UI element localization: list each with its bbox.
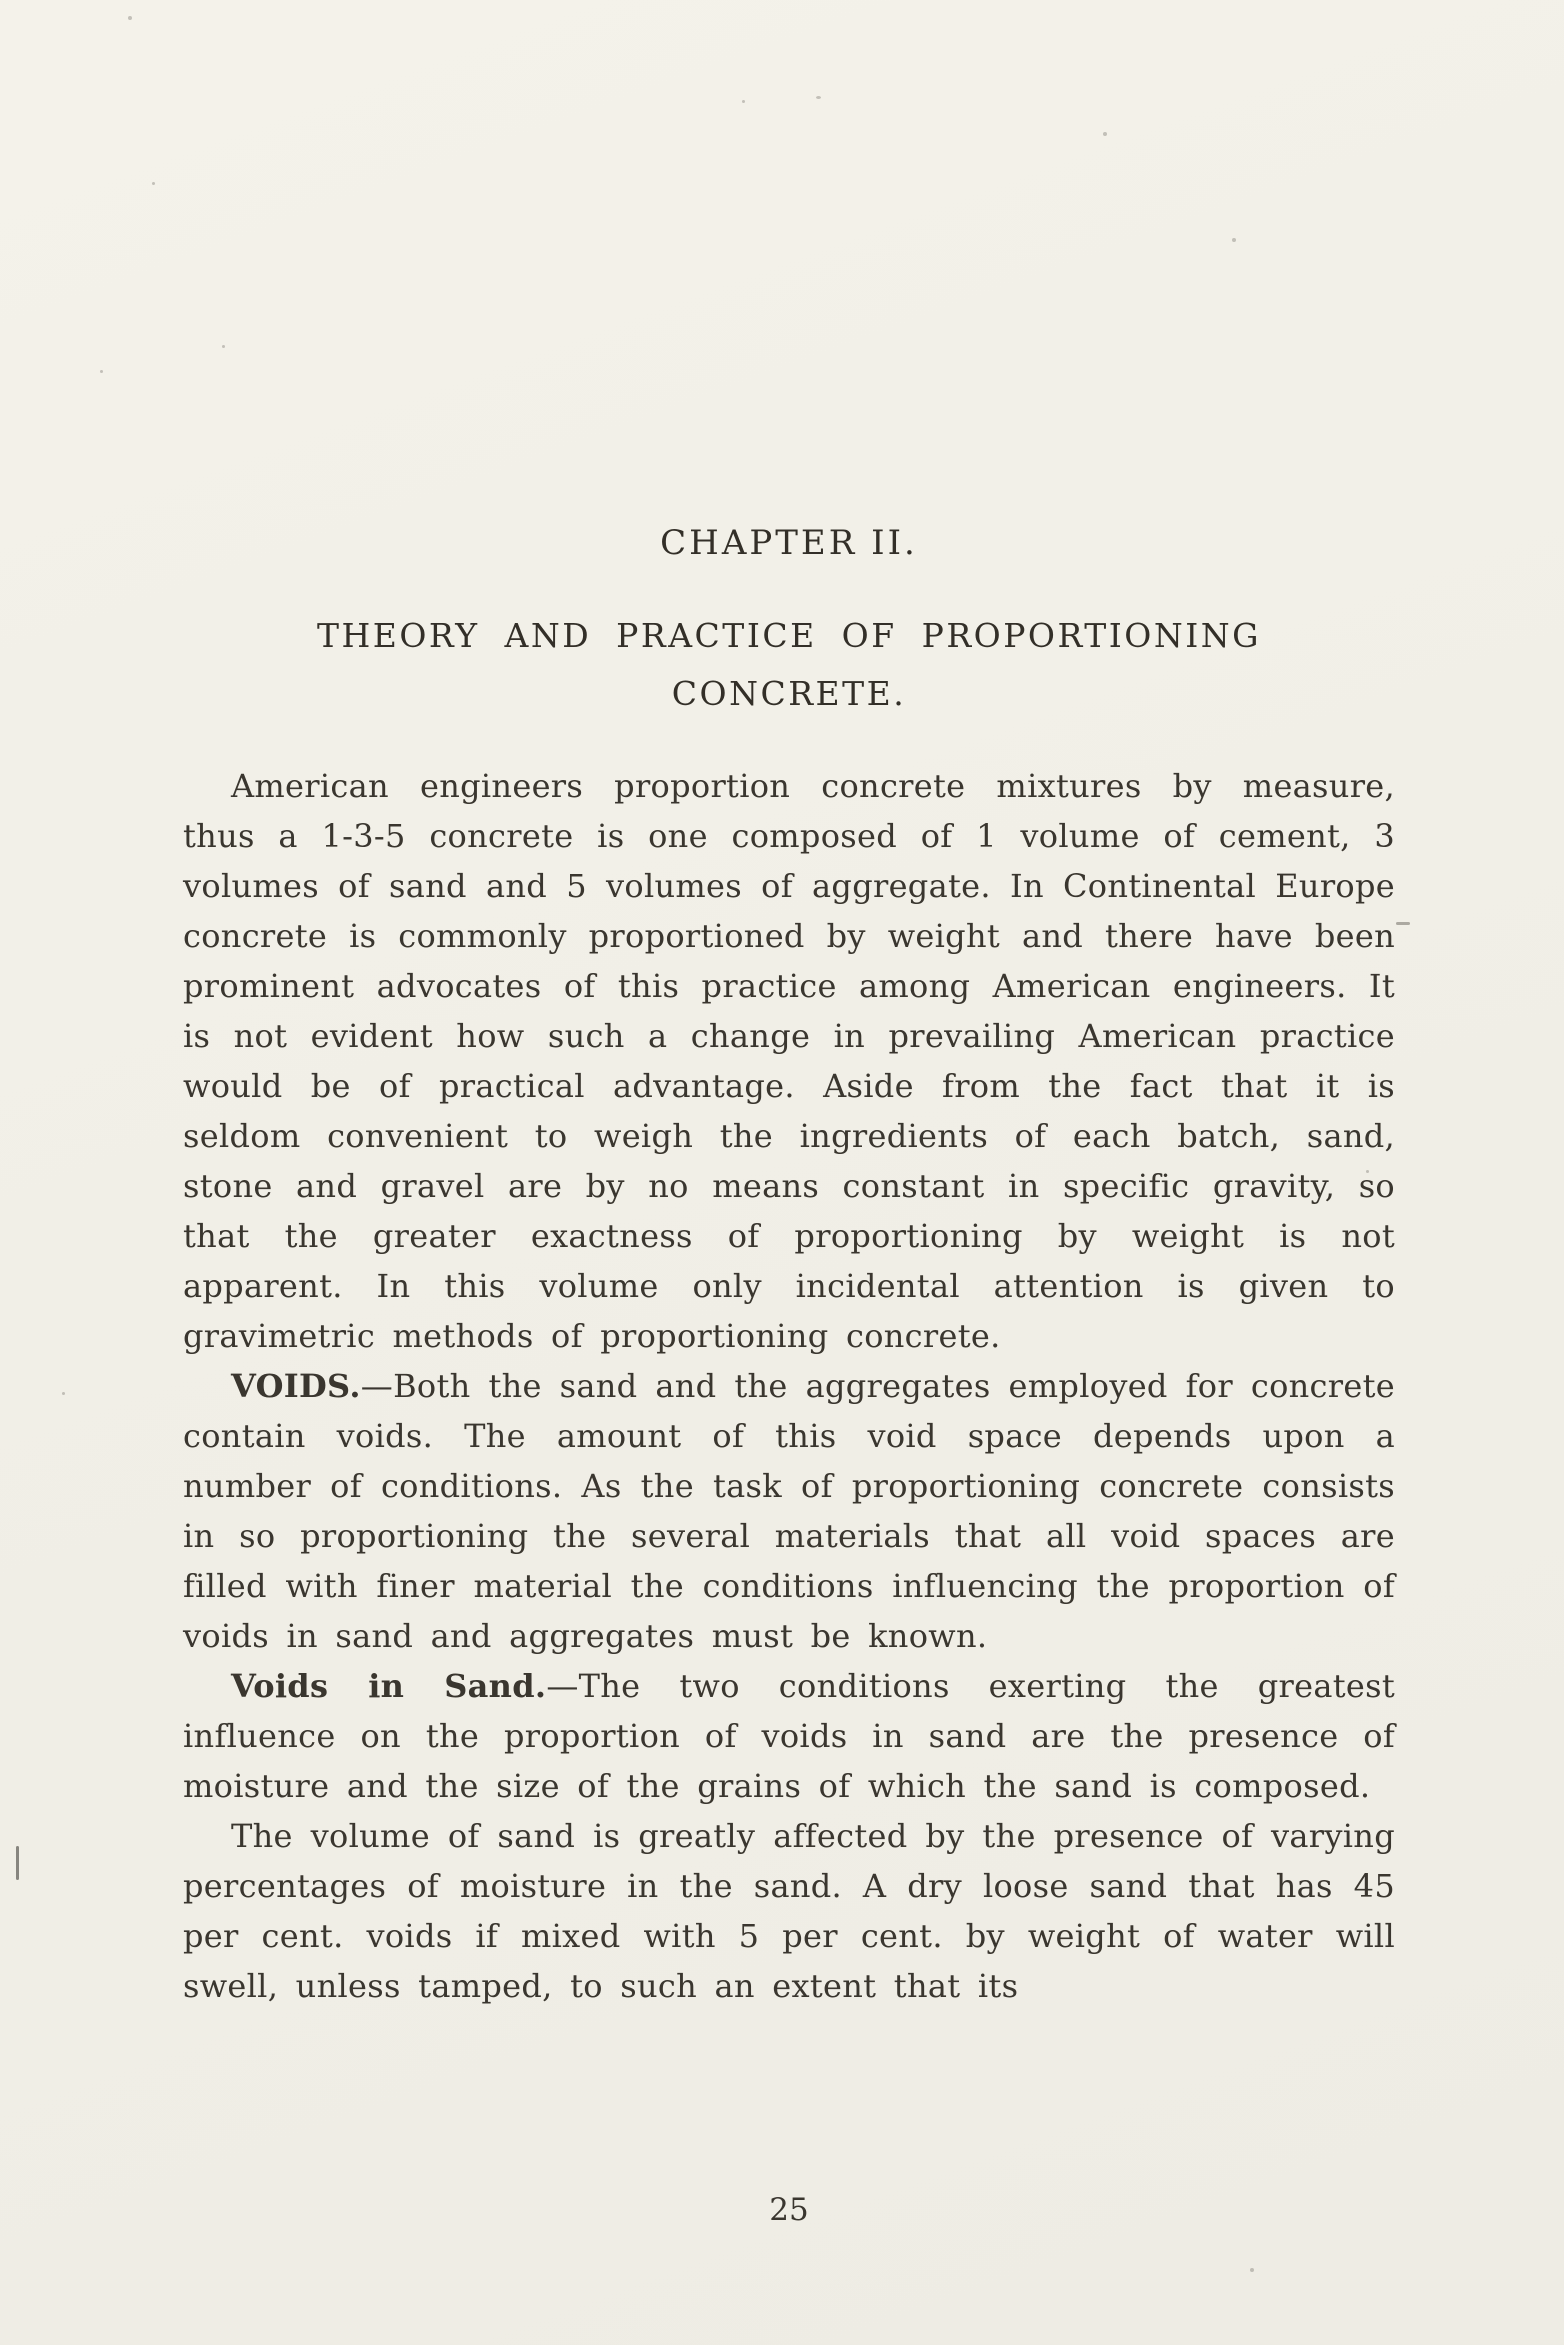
paragraph: [183, 1661, 1395, 1811]
scan-speck: [128, 16, 132, 20]
scan-speck: [222, 345, 225, 348]
chapter-title-line2: CONCRETE.: [671, 674, 907, 713]
paragraph-lead: Voids in Sand.: [231, 1667, 547, 1705]
chapter-heading: CHAPTER II.: [660, 523, 918, 563]
chapter-title-line1: THEORY AND PRACTICE OF PROPORTIONING: [316, 616, 1262, 655]
scan-speck: [1396, 922, 1410, 925]
paragraph: [183, 1811, 1395, 2011]
page-number: 25: [769, 2192, 809, 2228]
paragraph-lead: VOIDS.: [231, 1367, 361, 1405]
paragraph: [183, 1361, 1395, 1661]
paragraph-text: —The two conditions exerting the greatest influence on the proportion of voids in sand are the presence of moisture and the size of the grains of which the sand is composed.: [183, 1667, 1395, 1805]
paragraph: [183, 761, 1395, 1361]
scan-mark: [16, 1846, 19, 1880]
paragraph-text: —Both the sand and the aggregates employed for concrete contain voids. The amount of this void space depends upon a number of conditions. As the task of proportioning concrete consists in so proportioning the several materials that all void spaces are filled with finer material the conditions influencing the proportion of voids in sand and aggregates must be known.: [183, 1367, 1395, 1655]
chapter-title: [183, 607, 1395, 723]
body-text: [183, 761, 1395, 2011]
scan-speck: [100, 370, 103, 373]
scan-speck: [62, 1392, 65, 1395]
text-block: [183, 523, 1395, 2011]
scan-speck: [816, 96, 821, 99]
scan-speck: [1366, 1170, 1369, 1173]
scan-speck: [742, 100, 745, 103]
paragraph-text: The volume of sand is greatly affected by the presence of varying percentages of moisture in the sand. A dry loose sand that has 45 per cent. voids if mixed with 5 per cent. by weight of water will swell, unless tamped, to such an extent that its: [183, 1817, 1395, 2005]
scan-speck: [1103, 132, 1107, 136]
paragraph-text: American engineers proportion concrete mixtures by measure, thus a 1-3-5 concrete is one composed of 1 volume of cement, 3 volumes of sand and 5 volumes of aggregate. In Continental Europe concrete is commonly proportioned by weight and there have been prominent advocates of this practice among American engineers. It is not evident how such a change in prevailing American practice would be of practical advantage. Aside from the fact that it is seldom convenient to weigh the ingredients of each batch, sand, stone and gravel are by no means constant in specific gravity, so that the greater exactness of proportioning by weight is not apparent. In this volume only incidental attention is given to gravimetric methods of proportioning concrete.: [183, 767, 1395, 1355]
scan-speck: [1250, 2268, 1254, 2272]
scan-speck: [1232, 238, 1236, 242]
scan-speck: [152, 182, 155, 185]
